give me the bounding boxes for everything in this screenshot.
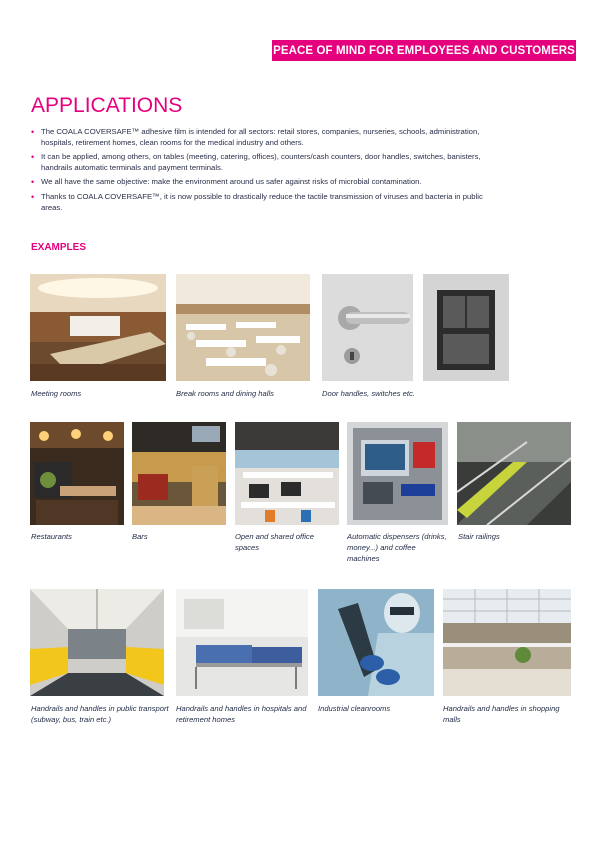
caption: Automatic dispensers (drinks, money...) and coffee machines	[347, 532, 447, 563]
caption: Handrails and handles in shopping malls	[443, 704, 560, 724]
shopping-mall-photo	[443, 589, 571, 696]
list-item: • Thanks to COALA COVERSAFE™, it is now possible to drastically reduce the tactile transmission of viruses and bacteria in public areas.	[31, 192, 501, 213]
light-switch-photo	[423, 274, 509, 381]
list-item: • The COALA COVERSAFE™ adhesive film is intended for all sectors: retail stores, companies, nurseries, schools, administration, hospitals, retirement homes, clean rooms for the medical industry and others.	[31, 127, 501, 148]
page-title: APPLICATIONS	[31, 94, 183, 117]
list-item: • We all have the same objective: make the environment around us safer against risks of microbial contamination.	[31, 177, 501, 188]
caption: Bars	[132, 532, 148, 541]
caption: Stair railings	[458, 532, 500, 541]
cleanroom-photo	[318, 589, 434, 696]
header-banner: PEACE OF MIND FOR EMPLOYEES AND CUSTOMERS	[272, 40, 576, 61]
caption: Handrails and handles in public transport (subway, bus, train etc.)	[31, 704, 169, 724]
atm-photo	[347, 422, 448, 525]
examples-heading: EXAMPLES	[31, 242, 87, 253]
open-office-photo	[235, 422, 339, 525]
caption: Open and shared office spaces	[235, 532, 314, 552]
applications-list	[31, 127, 501, 217]
door-handle-photo	[322, 274, 413, 381]
bar-photo	[132, 422, 226, 525]
restaurant-photo	[30, 422, 124, 525]
caption: Restaurants	[31, 532, 72, 541]
caption: Handrails and handles in hospitals and retirement homes	[176, 704, 307, 724]
hospital-photo	[176, 589, 308, 696]
caption: Meeting rooms	[31, 389, 82, 398]
list-item: • It can be applied, among others, on tables (meeting, catering, offices), counters/cash counters, door handles, switches, banisters, handrails automatic terminals and payment terminals.	[31, 152, 501, 173]
caption: Break rooms and dining halls	[176, 389, 274, 398]
caption: Industrial cleanrooms	[318, 704, 391, 713]
subway-photo	[30, 589, 164, 696]
caption: Door handles, switches etc.	[322, 389, 415, 398]
dining-hall-photo	[176, 274, 310, 381]
stair-railing-photo	[457, 422, 571, 525]
meeting-room-photo	[30, 274, 166, 381]
